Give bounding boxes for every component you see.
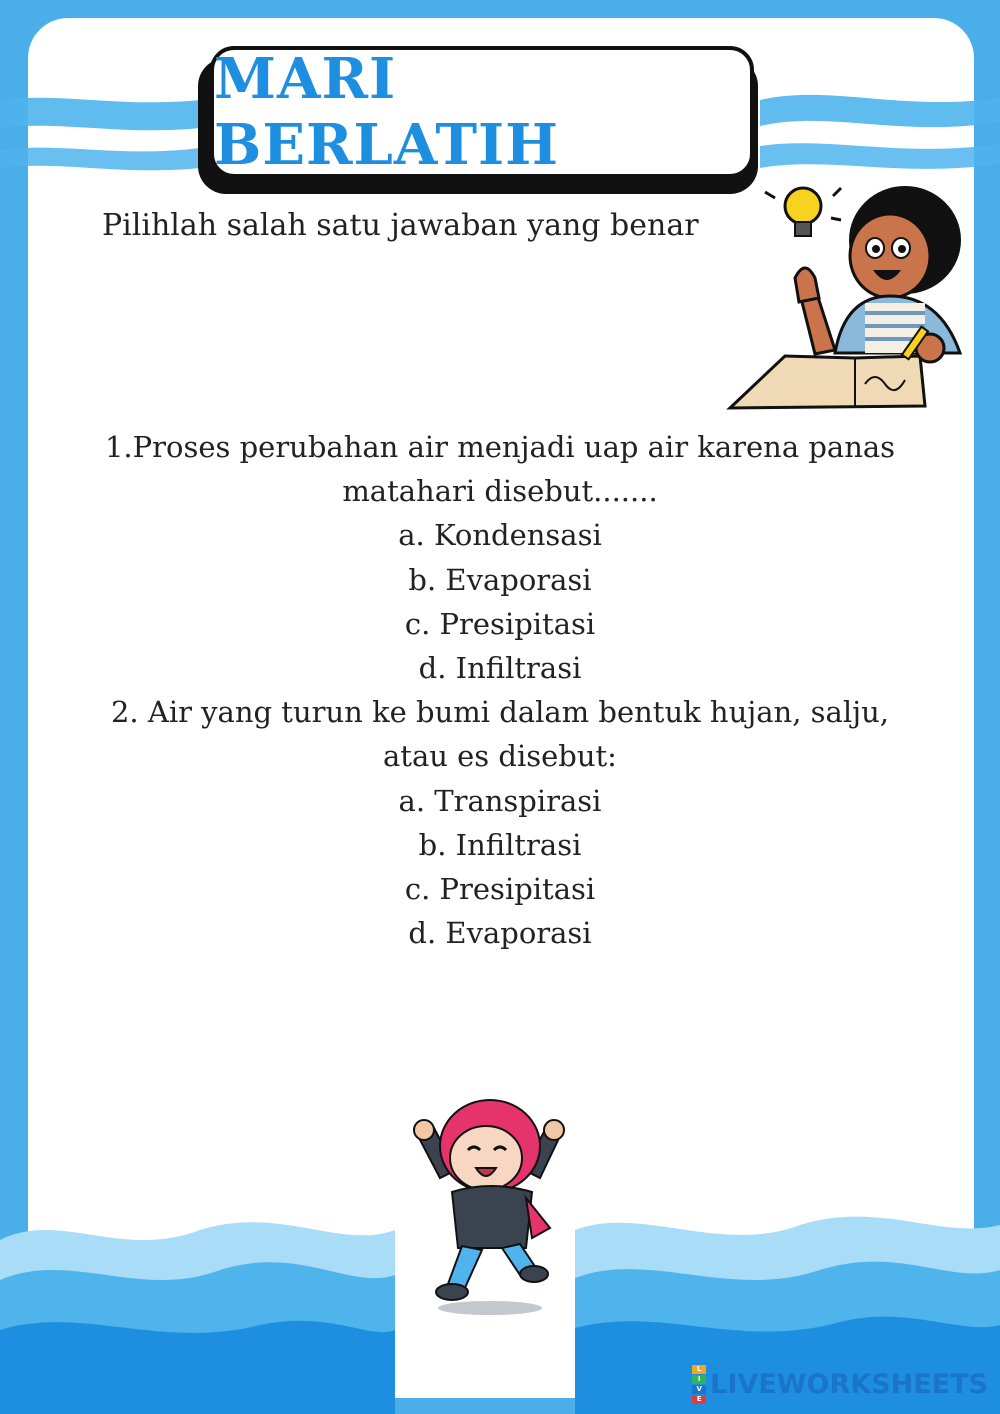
question-1-option-c: c. Presipitasi (404, 606, 596, 641)
question-2-stem-line-2: atau es disebut: (383, 739, 617, 774)
question-2-option-a: a. Transpirasi (398, 783, 602, 818)
jumping-girl-illustration (400, 1088, 580, 1320)
studying-girl-illustration (725, 178, 970, 418)
question-1-option-d: d. Infiltrasi (418, 651, 582, 686)
page-title: MARI BERLATIH (214, 46, 560, 178)
question-1-stem-line-1: 1.Proses perubahan air menjadi uap air karena panas (104, 430, 896, 464)
liveworksheets-logo (692, 1365, 988, 1404)
question-1-option-a: a. Kondensasi (398, 518, 602, 553)
question-2-option-d: d. Evaporasi (408, 916, 592, 951)
question-2 (100, 690, 900, 955)
liveworksheets-wordmark: LIVEWORKSHEETS (710, 1369, 988, 1400)
question-2-option-c: c. Presipitasi (404, 872, 596, 907)
question-1 (100, 425, 900, 690)
question-list (100, 425, 900, 955)
question-2-option-b: b. Infiltrasi (418, 827, 582, 862)
question-2-stem-line-1: 2. Air yang turun ke bumi dalam bentuk hujan, salju, (110, 695, 889, 730)
question-1-option-b: b. Evaporasi (408, 562, 592, 597)
liveworksheets-badge-icon: L I V E (692, 1365, 706, 1404)
instruction-text: Pilihlah salah satu jawaban yang benar (102, 208, 699, 243)
title-banner (210, 46, 754, 178)
question-1-stem-line-2: matahari disebut....... (342, 474, 658, 509)
